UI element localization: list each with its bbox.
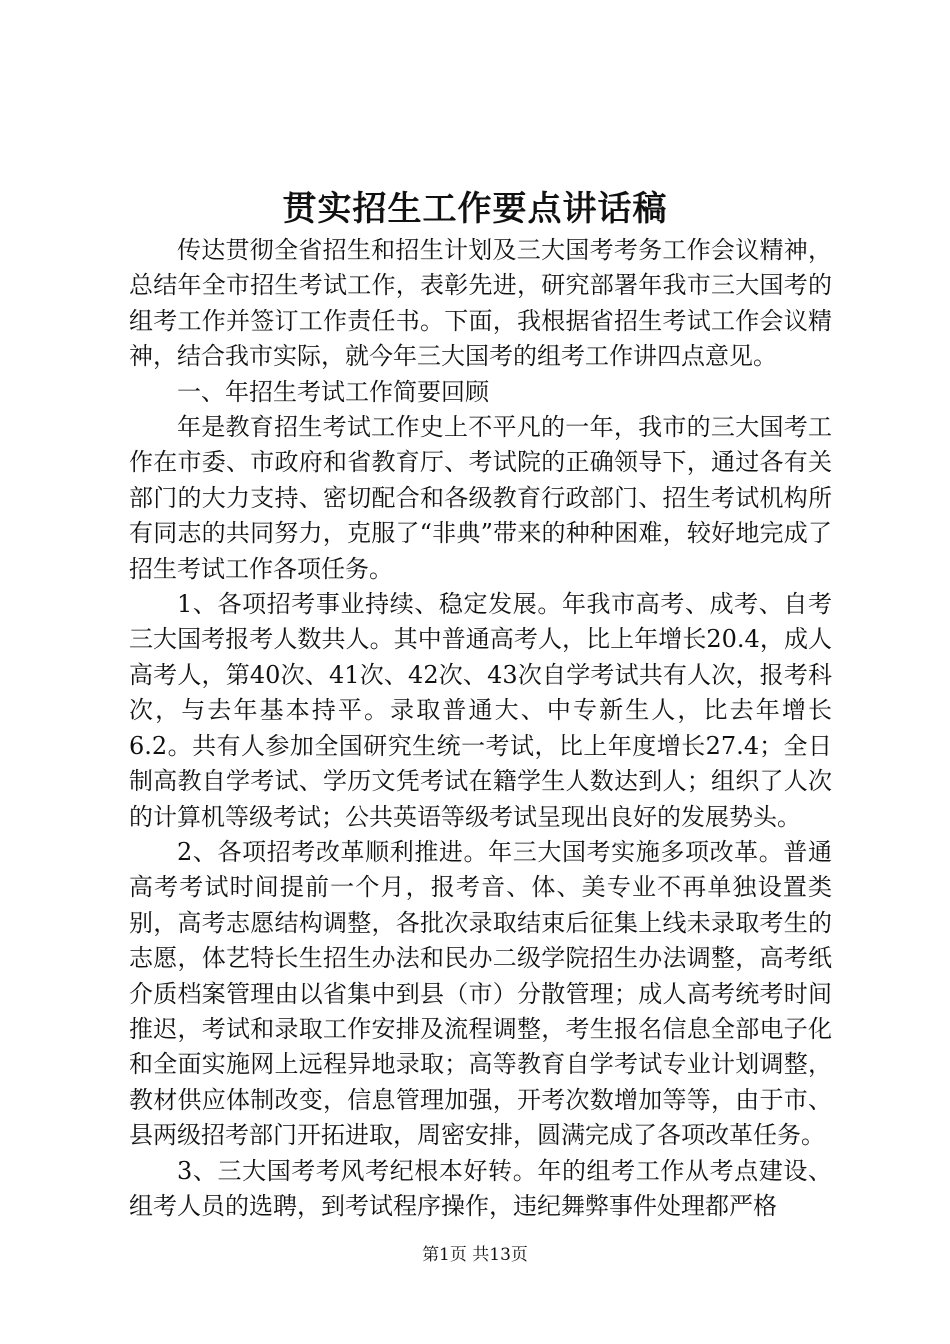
paragraph-point-2: 2、各项招考改革顺利推进。年三大国考实施多项改革。普通高考考试时间提前一个月，报考音、体、美专业不再单独设置类别，高考志愿结构调整，各批次录取结束后征集上线未录取考生的志愿，体艺特长生招生办法和民办二级学院招生办法调整，高考纸介质档案管理由以省集中到县（市）分散管理；成人高考统考时间推迟，考试和录取工作安排及流程调整，考生报名信息全部电子化和全面实施网上远程异地录取；高等教育自学考试专业计划调整，教材供应体制改变，信息管理加强，开考次数增加等等，由于市、县两级招考部门开拓进取，周密安排，圆满完成了各项改革任务。	[129, 837, 832, 1150]
paragraph-point-1: 1、各项招考事业持续、稳定发展。年我市高考、成考、自考三大国考报考人数共人。其中普通高考人，比上年增长20.4，成人高考人，第40次、41次、42次、43次自学考试共有人次，报考科次，与去年基本持平。录取普通大、中专新生人，比去年增长6.2。共有人参加全国研究生统一考试，比上年度增长27.4；全日制高教自学考试、学历文凭考试在籍学生人数达到人；组织了人次的计算机等级考试；公共英语等级考试呈现出良好的发展势头。	[129, 590, 832, 831]
document-title: 贯实招生工作要点讲话稿	[282, 189, 668, 229]
page-number-footer: 第1页 共13页	[422, 1245, 528, 1265]
section-heading-review: 一、年招生考试工作简要回顾	[177, 377, 489, 406]
document-body	[129, 233, 832, 1224]
paragraph-point-3: 3、三大国考考风考纪根本好转。年的组考工作从考点建设、组考人员的选聘，到考试程序操作，违纪舞弊事件处理都严格	[129, 1156, 832, 1220]
paragraph-review: 年是教育招生考试工作史上不平凡的一年，我市的三大国考工作在市委、市政府和省教育厅、考试院的正确领导下，通过各有关部门的大力支持、密切配合和各级教育行政部门、招生考试机构所有同志的共同努力，克服了“非典”带来的种种困难，较好地完成了招生考试工作各项任务。	[129, 413, 832, 583]
paragraph-intro: 传达贯彻全省招生和招生计划及三大国考考务工作会议精神，总结年全市招生考试工作，表彰先进，研究部署年我市三大国考的组考工作并签订工作责任书。下面，我根据省招生考试工作会议精神，结合我市实际，就今年三大国考的组考工作讲四点意见。	[129, 236, 832, 371]
